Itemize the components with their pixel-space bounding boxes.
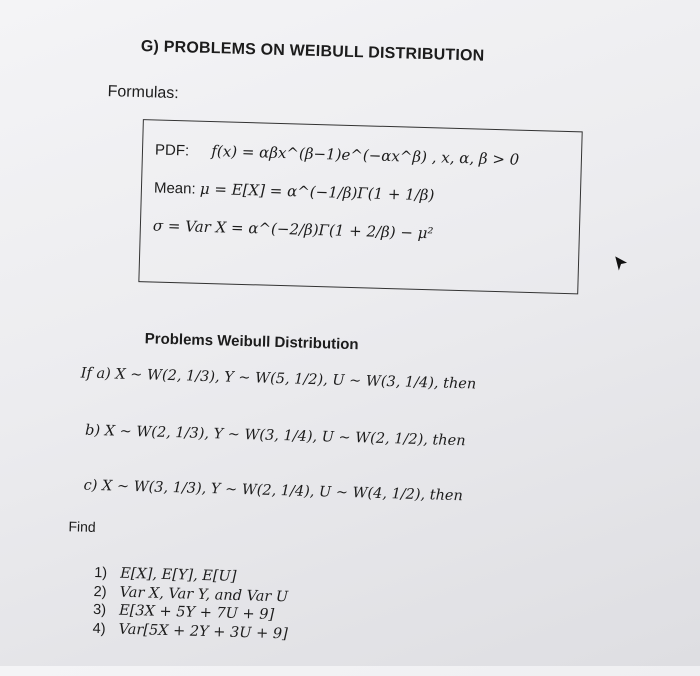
section-title: G) PROBLEMS ON WEIBULL DISTRIBUTION — [140, 38, 485, 65]
problems-title: Problems Weibull Distribution — [144, 330, 359, 354]
pdf-expression: f(x) = αβx^(β−1)e^(−αx^β) , x, α, β > 0 — [211, 142, 520, 169]
list-item: 4) Var[5X + 2Y + 3U + 9] — [92, 620, 288, 642]
pdf-label: PDF: — [154, 141, 190, 160]
formulas-label: Formulas: — [107, 83, 179, 103]
variance-formula: σ = Var X = α^(−2/β)Γ(1 + 2/β) − μ² — [152, 216, 434, 243]
find-label: Find — [68, 518, 96, 535]
mean-expression: μ = E[X] = α^(−1/β)Γ(1 + 1/β) — [199, 179, 435, 205]
task-list — [92, 564, 289, 643]
problem-a: If a) X ~ W(2, 1/3), Y ~ W(5, 1/2), U ~ W(3, 1/4), then — [80, 365, 477, 393]
list-item: 3) E[3X + 5Y + 7U + 9] — [92, 601, 275, 623]
mouse-cursor-icon — [614, 255, 628, 271]
problem-b: b) X ~ W(2, 1/3), Y ~ W(3, 1/4), U ~ W(2, 1/2), then — [84, 422, 466, 450]
problem-c: c) X ~ W(3, 1/3), Y ~ W(2, 1/4), U ~ W(4, 1/2), then — [83, 477, 464, 505]
list-item: 2) Var X, Var Y, and Var U — [93, 583, 289, 605]
list-item: 1) E[X], E[Y], E[U] — [93, 564, 237, 585]
mean-label: Mean: — [153, 179, 196, 198]
